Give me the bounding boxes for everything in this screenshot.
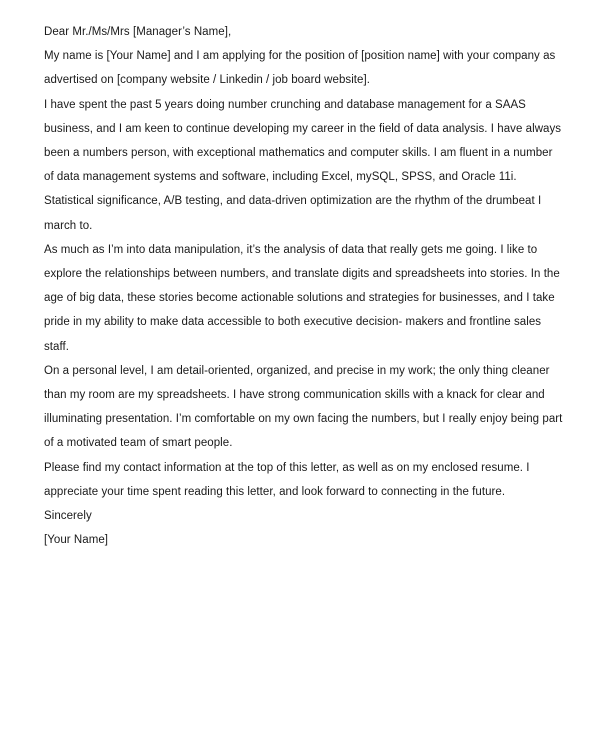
cover-letter-body: [44, 20, 564, 552]
signature: [Your Name]: [44, 534, 109, 547]
paragraph-contact: Please find my contact information at the top of this letter, as well as on my enclosed resume. I appreciate your time spent reading this letter, and look forward to connecting in the future.: [44, 461, 530, 498]
paragraph-experience: I have spent the past 5 years doing number crunching and database management for a SAAS business, and I am keen to continue developing my career in the field of data analysis. I have always been a numbers person, with exceptional mathematics and computer skills. I am fluent in a number of data management systems and software, including Excel, mySQL, SPSS, and Oracle 11i. Statistical significance, A/B testing, and data-driven optimization are the rhythm of the drumbeat I march to.: [44, 98, 562, 232]
closing: Sincerely: [44, 510, 92, 523]
paragraph-personal: On a personal level, I am detail-oriented, organized, and precise in my work; the only thing cleaner than my room are my spreadsheets. I have strong communication skills with a knack for clear and illuminating presentation. I’m comfortable on my own facing the numbers, but I really enjoy being part of a motivated team of smart people.: [44, 364, 563, 450]
salutation: Dear Mr./Ms/Mrs [Manager’s Name],: [44, 26, 232, 38]
paragraph-intro: My name is [Your Name] and I am applying for the position of [position name] with your company as advertised on [company website / Linkedin / job board website].: [44, 50, 556, 87]
paragraph-analysis: As much as I’m into data manipulation, it’s the analysis of data that really gets me going. I like to explore the relationships between numbers, and translate digits and spreadsheets into stories. In the age of big data, these stories become actionable solutions and strategies for businesses, and I take pride in my ability to make data accessible to both executive decision- makers and frontline sales staff.: [44, 243, 560, 353]
